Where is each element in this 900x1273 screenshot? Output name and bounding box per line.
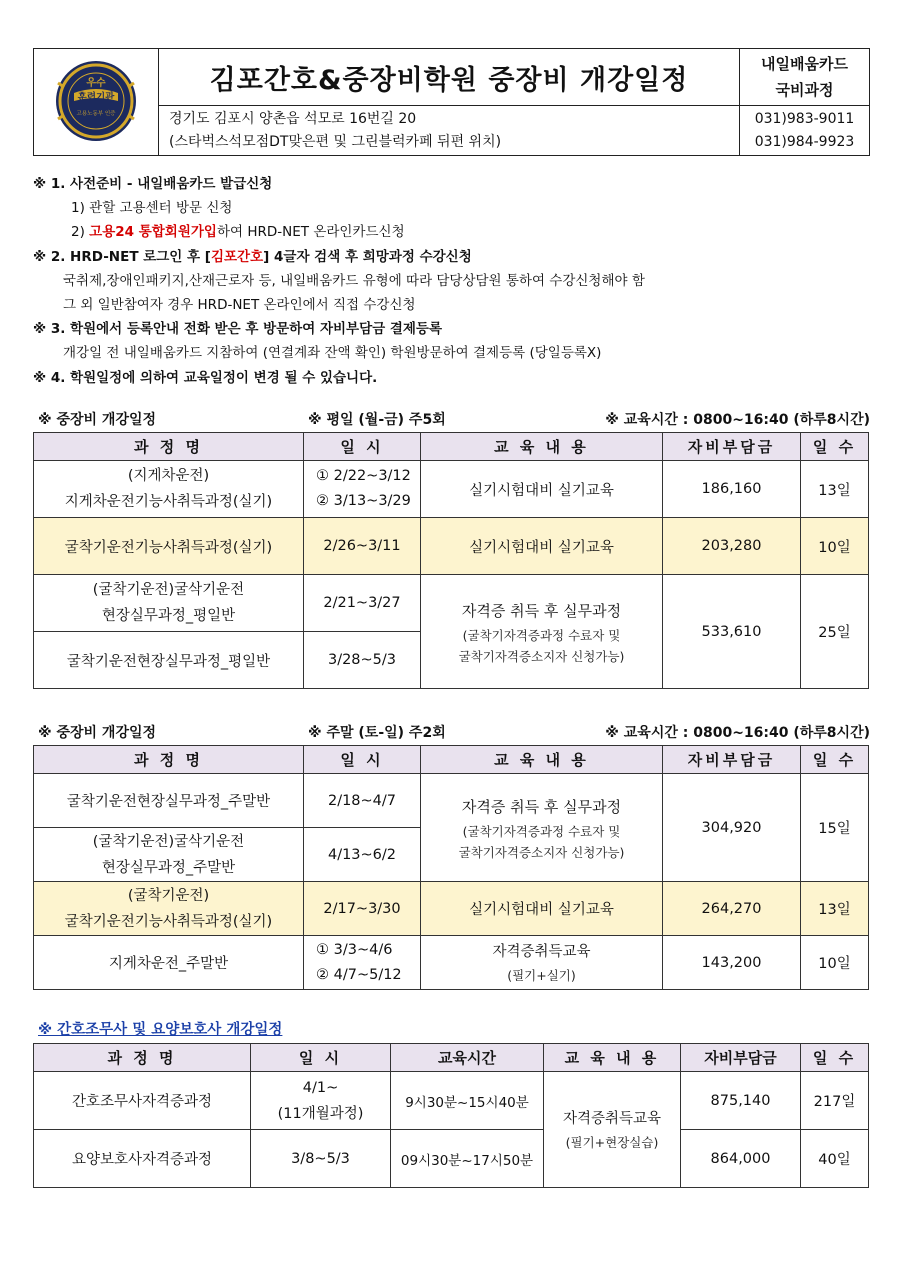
table-header-row xyxy=(34,1044,869,1072)
weekday-schedule-table xyxy=(33,432,869,689)
course-fee: 186,160 xyxy=(663,461,801,518)
course-content-note: (필기+실기) xyxy=(507,968,576,983)
course-date xyxy=(304,936,421,990)
weekday-period: ※ 평일 (월-금) 주5회 xyxy=(308,412,446,428)
course-fee: 533,610 xyxy=(663,575,801,689)
col-header-date: 일 시 xyxy=(304,433,421,461)
note-2-highlight: 김포간호 xyxy=(210,248,264,265)
address-line-2: (스타벅스석모점DT맞은편 및 그린블럭카페 뒤편 위치) xyxy=(169,134,502,150)
course-date-line: ② 3/13~3/29 xyxy=(316,493,411,509)
note-2-b: 그 외 일반참여자 경우 HRD-NET 온라인에서 직접 수강신청 xyxy=(63,297,416,314)
table-row xyxy=(34,575,869,632)
note-1-b-highlight: 고용24 통합회원가입 xyxy=(89,224,217,241)
logo-badge-main: 훈련기관 xyxy=(77,92,115,103)
note-4: ※ 4. 학원일정에 의하여 교육일정이 변경 될 수 있습니다. xyxy=(33,369,378,386)
course-content-note: 굴착기자격증소지자 신청가능) xyxy=(458,844,625,860)
course-date: 3/8~5/3 xyxy=(251,1130,391,1188)
card-cell xyxy=(740,49,869,106)
weekend-section-header xyxy=(38,722,870,744)
course-name-line: (굴착기운전) xyxy=(127,887,210,904)
course-content xyxy=(421,575,663,689)
course-name-line: (지게차운전) xyxy=(127,468,210,484)
table-row xyxy=(34,882,869,936)
weekday-hours: ※ 교육시간 : 0800~16:40 (하루8시간) xyxy=(605,412,870,428)
card-label-1: 내일배움카드 xyxy=(761,55,848,73)
course-name: 굴착기운전기능사취득과정(실기) xyxy=(34,518,304,575)
note-3-a: 개강일 전 내일배움카드 지참하여 (연결계좌 잔액 확인) 학원방문하여 결제등록 (당일등록X) xyxy=(63,345,602,362)
course-date-line: 4/1~ xyxy=(302,1079,339,1096)
note-3: ※ 3. 학원에서 등록안내 전화 받은 후 방문하여 자비부담금 결제등록 xyxy=(33,321,443,338)
course-fee: 143,200 xyxy=(663,936,801,990)
course-fee: 264,270 xyxy=(663,882,801,936)
col-header-time: 교육시간 xyxy=(391,1044,544,1072)
logo-ring-text: 고용노동부 인증 xyxy=(76,111,116,117)
course-date xyxy=(251,1072,391,1130)
page-title: 김포간호&중장비학원 중장비 개강일정 xyxy=(209,64,689,96)
course-name-line: 지게차운전기능사취득과정(실기) xyxy=(64,494,273,510)
course-content-note: 굴착기자격증소지자 신청가능) xyxy=(458,648,625,664)
course-name xyxy=(34,882,304,936)
course-content: 실기시험대비 실기교육 xyxy=(421,882,663,936)
col-header-content: 교 육 내 용 xyxy=(421,433,663,461)
col-header-content: 교 육 내 용 xyxy=(544,1044,681,1072)
course-time: 9시30분~15시40분 xyxy=(391,1072,544,1130)
col-header-course: 과 정 명 xyxy=(34,1044,251,1072)
course-date: 2/18~4/7 xyxy=(304,774,421,828)
course-date-line: ② 4/7~5/12 xyxy=(316,966,402,983)
weekend-schedule-table xyxy=(33,745,869,990)
col-header-days: 일 수 xyxy=(801,746,869,774)
table-row xyxy=(34,1072,869,1130)
course-date: 2/17~3/30 xyxy=(304,882,421,936)
course-fee: 304,920 xyxy=(663,774,801,882)
logo-badge-top: 우수 xyxy=(86,78,106,89)
course-name xyxy=(34,575,304,632)
weekend-period: ※ 주말 (토-일) 주2회 xyxy=(308,725,446,741)
table-header-row xyxy=(34,746,869,774)
nursing-schedule-table xyxy=(33,1043,869,1188)
note-2-suffix: ] 4글자 검색 후 희망과정 수강신청 xyxy=(263,248,472,265)
course-content-note: (굴착기자격증과정 수료자 및 xyxy=(462,823,621,839)
course-content-note: (필기+현장실습) xyxy=(565,1135,659,1150)
phone-cell xyxy=(740,106,869,155)
course-date: 4/13~6/2 xyxy=(304,828,421,882)
course-fee: 203,280 xyxy=(663,518,801,575)
course-date: 2/26~3/11 xyxy=(304,518,421,575)
weekday-section-header xyxy=(38,409,870,431)
col-header-content: 교 육 내 용 xyxy=(421,746,663,774)
note-2-a: 국취제,장애인패키지,산재근로자 등, 내일배움카드 유형에 따라 담당상담원 통하여 수강신청해야 함 xyxy=(63,272,645,289)
course-content xyxy=(421,936,663,990)
course-days: 217일 xyxy=(801,1072,869,1130)
course-content-line: 자격증 취득 후 실무과정 xyxy=(461,797,622,816)
address-cell xyxy=(159,106,740,155)
course-name xyxy=(34,828,304,882)
col-header-course: 과 정 명 xyxy=(34,746,304,774)
course-days: 13일 xyxy=(801,882,869,936)
course-content: 실기시험대비 실기교육 xyxy=(421,518,663,575)
course-date: 2/21~3/27 xyxy=(304,575,421,632)
phone-1: 031)983-9011 xyxy=(754,111,855,127)
course-days: 10일 xyxy=(801,518,869,575)
course-fee: 864,000 xyxy=(681,1130,801,1188)
col-header-days: 일 수 xyxy=(801,1044,869,1072)
table-row xyxy=(34,774,869,828)
course-date xyxy=(304,461,421,518)
course-date: 3/28~5/3 xyxy=(304,632,421,689)
table-row xyxy=(34,1130,869,1188)
col-header-fee: 자비부담금 xyxy=(663,746,801,774)
course-name: 굴착기운전현장실무과정_주말반 xyxy=(34,774,304,828)
nursing-section-title: ※ 간호조무사 및 요양보호사 개강일정 xyxy=(38,1022,283,1038)
course-name xyxy=(34,461,304,518)
note-1-a: 1) 관할 고용센터 방문 신청 xyxy=(71,200,233,217)
course-name-line: (굴착기운전)굴삭기운전 xyxy=(92,582,245,598)
course-content xyxy=(421,774,663,882)
weekday-label: ※ 중장비 개강일정 xyxy=(38,412,157,428)
course-content xyxy=(544,1072,681,1188)
course-content-note: (굴착기자격증과정 수료자 및 xyxy=(462,627,621,643)
card-label-2: 국비과정 xyxy=(775,81,834,99)
header-box xyxy=(33,48,870,156)
course-date-line: (11개월과정) xyxy=(277,1105,364,1122)
col-header-days: 일 수 xyxy=(801,433,869,461)
course-date-line: ① 3/3~4/6 xyxy=(316,941,393,958)
col-header-fee: 자비부담금 xyxy=(681,1044,801,1072)
note-1-b-prefix: 2) xyxy=(71,224,90,241)
table-row xyxy=(34,936,869,990)
note-1: ※ 1. 사전준비 - 내일배움카드 발급신청 xyxy=(33,176,273,192)
note-2 xyxy=(33,245,873,269)
note-2-prefix: ※ 2. HRD-NET 로그인 후 [ xyxy=(33,248,211,265)
course-content-line: 자격증취득교육 xyxy=(492,944,591,960)
phone-2: 031)984-9923 xyxy=(754,134,855,150)
course-name: 지게차운전_주말반 xyxy=(34,936,304,990)
course-days: 25일 xyxy=(801,575,869,689)
course-name-line: 현장실무과정_주말반 xyxy=(101,859,236,876)
title-cell xyxy=(159,49,740,106)
course-content-line: 자격증 취득 후 실무과정 xyxy=(461,601,622,620)
training-institution-logo xyxy=(34,49,159,155)
course-content: 실기시험대비 실기교육 xyxy=(421,461,663,518)
col-header-course: 과 정 명 xyxy=(34,433,304,461)
course-date-line: ① 2/22~3/12 xyxy=(316,468,411,484)
logo-cell xyxy=(34,49,159,155)
course-days: 40일 xyxy=(801,1130,869,1188)
course-name-line: 굴착기운전기능사취득과정(실기) xyxy=(64,913,273,930)
course-name: 요양보호사자격증과정 xyxy=(34,1130,251,1188)
course-days: 13일 xyxy=(801,461,869,518)
course-name: 간호조무사자격증과정 xyxy=(34,1072,251,1130)
note-1-b xyxy=(33,220,873,244)
course-content-line: 자격증취득교육 xyxy=(562,1111,662,1127)
table-row xyxy=(34,461,869,518)
course-name-line: 현장실무과정_평일반 xyxy=(101,608,236,624)
course-name: 굴착기운전현장실무과정_평일반 xyxy=(34,632,304,689)
note-1-b-suffix: 하여 HRD-NET 온라인카드신청 xyxy=(216,224,405,241)
course-name-line: (굴착기운전)굴삭기운전 xyxy=(92,833,245,850)
course-time: 09시30분~17시50분 xyxy=(391,1130,544,1188)
address-line-1: 경기도 김포시 양촌읍 석모로 16번길 20 xyxy=(169,111,417,127)
col-header-date: 일 시 xyxy=(251,1044,391,1072)
weekend-label: ※ 중장비 개강일정 xyxy=(38,725,157,741)
course-days: 10일 xyxy=(801,936,869,990)
course-fee: 875,140 xyxy=(681,1072,801,1130)
course-days: 15일 xyxy=(801,774,869,882)
table-row xyxy=(34,518,869,575)
col-header-date: 일 시 xyxy=(304,746,421,774)
registration-notes xyxy=(33,172,873,390)
table-header-row xyxy=(34,433,869,461)
weekend-hours: ※ 교육시간 : 0800~16:40 (하루8시간) xyxy=(605,725,870,741)
col-header-fee: 자비부담금 xyxy=(663,433,801,461)
